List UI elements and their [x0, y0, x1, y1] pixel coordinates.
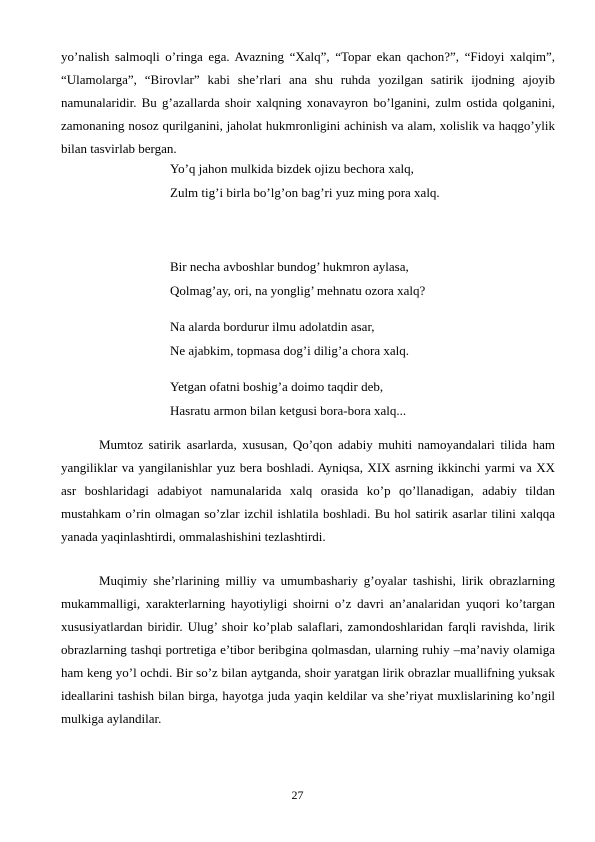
poem-line: Zulm tig’i birla bo’lg’on bag’ri yuz ming pora xalq. [170, 185, 440, 200]
poem-line: Bir necha avboshlar bundog’ hukmron aylasa, [170, 259, 409, 274]
poem-line: Qolmag’ay, ori, na yonglig’ mehnatu ozora xalq? [170, 283, 426, 298]
poem-stanza-4 [170, 375, 560, 423]
body-paragraph-2: Mumtoz satirik asarlarda, xususan, Qo’qon adabiy muhiti namoyandalari tilida ham yangiliklar va yangilanishlar yuz bera boshladi. Ayniqsa, XIX asrning ikkinchi yarmi va XX asr boshlaridagi adabiyot namunalarida xalq orasida ko’p qo’llanadigan, adabiy tildan mustahkam o’rin olmagan so’zlar izchil ishlatila boshladi. Bu hol satirik asarlar tilini xalqqa yanada yaqinlashtirdi, ommalashishini tezlashtirdi. [61, 437, 555, 544]
poem-stanza-1 [170, 157, 560, 205]
poem-line: Yetgan ofatni boshig’a doimo taqdir deb, [170, 379, 384, 394]
poem-line: Yo’q jahon mulkida bizdek ojizu bechora xalq, [170, 161, 414, 176]
page-number: 27 [291, 788, 304, 802]
poem-line: Na alarda bordurur ilmu adolatdin asar, [170, 319, 375, 334]
intro-paragraph: yo’nalish salmoqli o’ringa ega. Avazning “Xalq”, “Topar ekan qachon?”, “Fidoyi xalqim”, “Ulamolarga”, “Birovlar” kabi she’rlari ana shu ruhda yozilgan satirik ijodning ajoyib namunalaridir. Bu g’azallarda shoir xalqning xonavayron bo’lganini, zulm ostida qolganini, zamonaning nosoz qurilganini, jaholat hukmronligini achinish va alam, xolislik va haqgo’ylik bilan tasvirlab bergan. [61, 49, 555, 156]
poem-line: Hasratu armon bilan ketgusi bora-bora xalq... [170, 403, 407, 418]
poem-stanza-2 [170, 255, 560, 303]
poem-stanza-3 [170, 315, 560, 363]
poem-line: Ne ajabkim, topmasa dog’i dilig’a chora xalq. [170, 343, 409, 358]
body-paragraph-3: Muqimiy she’rlarining milliy va umumbashariy g’oyalar tashishi, lirik obrazlarning mukammalligi, xarakterlarning hayotiyligi shoirni o’z davri an’analaridan yuqori ko’targan xususiyatlardan biridir. Ulug’ shoir ko’plab salaflari, zamondoshlaridan farqli ravishda, lirik obrazlarning tashqi portretiga e’tibor beribgina qolmasdan, ularning ruhiy –ma’naviy olamiga ham keng yo’l ochdi. Bir so’z bilan aytganda, shoir yaratgan lirik obrazlar muallifning yuksak ideallarini tashish bilan birga, hayotga juda yaqin keldilar va she’riyat muxlislarining ko’ngil mulkiga aylandilar. [61, 573, 555, 726]
